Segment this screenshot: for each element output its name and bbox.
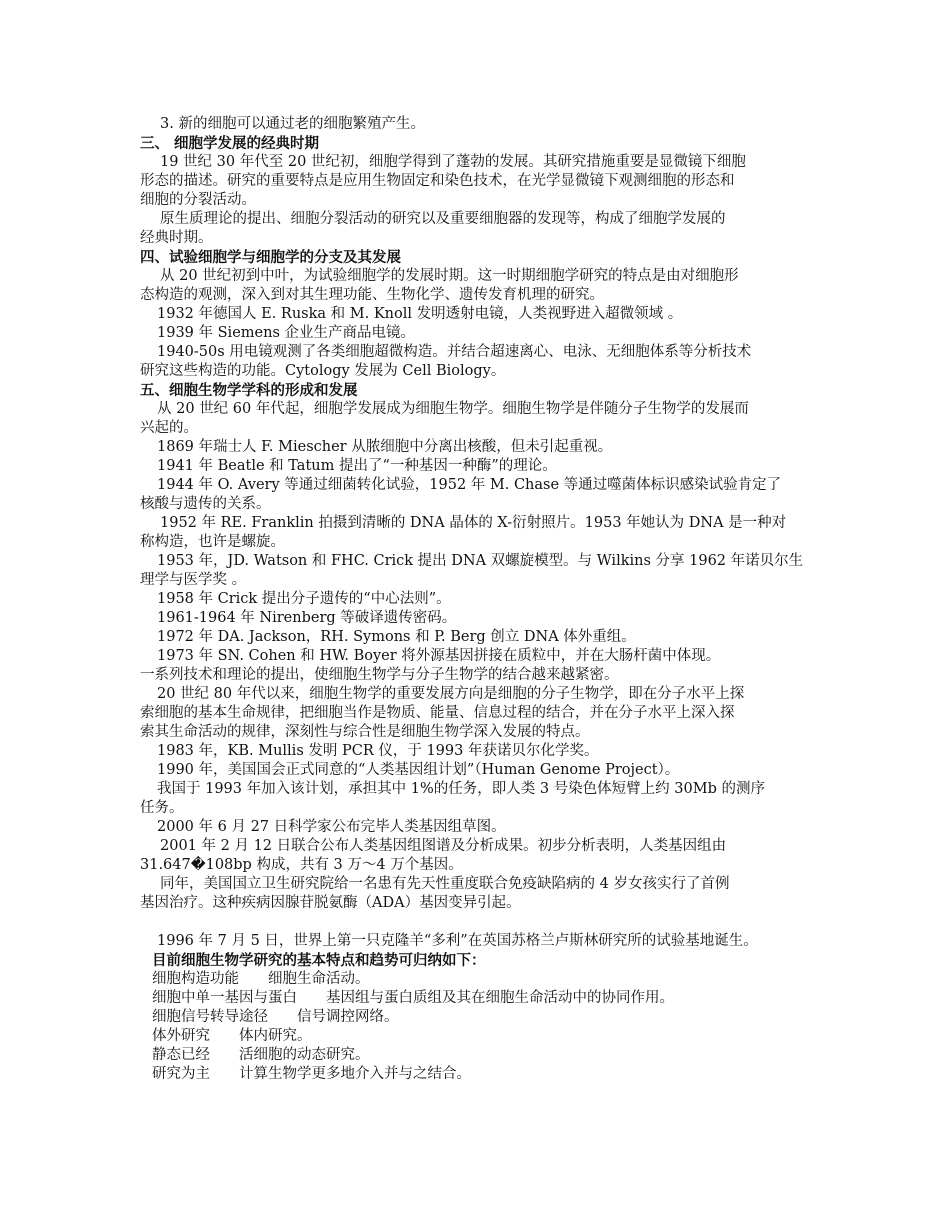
text-line: 1958 年 Crick 提出分子遗传的“中心法则”。 bbox=[157, 591, 451, 607]
text-line: 同年，美国国立卫生研究院给一名患有先天性重度联合免疫缺陷病的 4 岁女孩实行了首例 bbox=[160, 876, 730, 892]
text-line: 索其生命活动的规律，深刻性与综合性是细胞生物学深入发展的特点。 bbox=[140, 724, 590, 740]
text-line: 原生质理论的提出、细胞分裂活动的研究以及重要细胞器的发现等，构成了细胞学发展的 bbox=[160, 211, 726, 227]
text-line: 1990 年，美国国会正式同意的“人类基因组计划”（Human Genome Project）。 bbox=[157, 762, 680, 778]
text-line: 态构造的观测，深入到对其生理功能、生物化学、遗传发育机理的研究。 bbox=[140, 287, 604, 303]
text-line: 细胞构造功能 细胞生命活动。 bbox=[152, 971, 370, 987]
text-line: 形态的描述。研究的重要特点是应用生物固定和染色技术，在光学显微镜下观测细胞的形态和 bbox=[140, 173, 735, 189]
text-line: 1939 年 Siemens 企业生产商品电镜。 bbox=[157, 325, 415, 341]
section-heading: 四、试验细胞学与细胞学的分支及其发展 bbox=[140, 249, 401, 266]
text-line: 从 20 世纪 60 年代起，细胞学发展成为细胞生物学。细胞生物学是伴随分子生物学的发展而 bbox=[157, 401, 749, 417]
text-line: 细胞的分裂活动。 bbox=[140, 192, 256, 208]
text-line: 1944 年 O. Avery 等通过细菌转化试验，1952 年 M. Chase 等通过噬菌体标识感染试验肯定了 bbox=[157, 477, 782, 493]
text-line: 1940-50s 用电镜观测了各类细胞超微构造。并结合超速离心、电泳、无细胞体系等分析技术 bbox=[157, 344, 752, 360]
text-line: 2000 年 6 月 27 日科学家公布完毕人类基因组草图。 bbox=[157, 819, 506, 835]
text-line: 1983 年，KB. Mullis 发明 PCR 仪，于 1993 年获诺贝尔化学奖。 bbox=[157, 743, 599, 759]
text-line: 31.647�108bp 构成，共有 3 万～4 万个基因。 bbox=[140, 857, 463, 873]
section-heading: 目前细胞生物学研究的基本特点和趋势可归纳如下： bbox=[152, 952, 486, 969]
text-line: 体外研究 体内研究。 bbox=[152, 1028, 312, 1044]
text-line: 经典时期。 bbox=[140, 230, 213, 246]
text-line: 1941 年 Beatle 和 Tatum 提出了“一种基因一种酶”的理论。 bbox=[157, 458, 557, 474]
text-line: 基因治疗。这种疾病因腺苷脱氨酶（ADA）基因变异引起。 bbox=[140, 895, 521, 911]
text-line: 1932 年德国人 E. Ruska 和 M. Knoll 发明透射电镜，人类视野进入超微领域 。 bbox=[157, 306, 683, 322]
text-line: 1973 年 SN. Cohen 和 HW. Boyer 将外源基因拼接在质粒中，并在大肠杆菌中体现。 bbox=[157, 648, 721, 664]
text-line: 19 世纪 30 年代至 20 世纪初，细胞学得到了蓬勃的发展。其研究措施重要是显微镜下细胞 bbox=[160, 154, 746, 170]
text-line: 1972 年 DA. Jackson，RH. Symons 和 P. Berg 创立 DNA 体外重组。 bbox=[157, 629, 636, 645]
text-line: 兴起的。 bbox=[140, 420, 198, 436]
text-line: 20 世纪 80 年代以来，细胞生物学的重要发展方向是细胞的分子生物学，即在分子水平上探 bbox=[157, 686, 745, 702]
text-line: 1996 年 7 月 5 日，世界上第一只克隆羊“多利”在英国苏格兰卢斯林研究所的试验基地诞生。 bbox=[157, 933, 758, 949]
text-line: 1952 年 RE. Franklin 拍摄到清晰的 DNA 晶体的 X-衍射照片。1953 年她认为 DNA 是一种对 bbox=[160, 515, 787, 531]
text-line: 细胞信号转导途径 信号调控网络。 bbox=[152, 1009, 399, 1025]
text-line: 静态已经 活细胞的动态研究。 bbox=[152, 1047, 370, 1063]
text-line: 2001 年 2 月 12 日联合公布人类基因组图谱及分析成果。初步分析表明，人类基因组由 bbox=[160, 838, 727, 854]
text-line: 索细胞的基本生命规律，把细胞当作是物质、能量、信息过程的结合，并在分子水平上深入探 bbox=[140, 705, 735, 721]
text-line: 从 20 世纪初到中叶，为试验细胞学的发展时期。这一时期细胞学研究的特点是由对细胞形 bbox=[160, 268, 739, 284]
text-line: 核酸与遗传的关系。 bbox=[140, 496, 271, 512]
text-line: 研究这些构造的功能。Cytology 发展为 Cell Biology。 bbox=[140, 363, 506, 379]
text-line: 细胞中单一基因与蛋白 基因组与蛋白质组及其在细胞生命活动中的协同作用。 bbox=[152, 990, 674, 1006]
text-line: 1953 年，JD. Watson 和 FHC. Crick 提出 DNA 双螺旋模型。与 Wilkins 分享 1962 年诺贝尔生 bbox=[157, 553, 804, 569]
text-line: 1869 年瑞士人 F. Miescher 从脓细胞中分离出核酸，但未引起重视。 bbox=[157, 439, 613, 455]
text-line: 我国于 1993 年加入该计划，承担其中 1%的任务，即人类 3 号染色体短臂上约 30Mb 的测序 bbox=[157, 781, 765, 797]
text-line: 任务。 bbox=[140, 800, 184, 816]
section-heading: 五、细胞生物学学科的形成和发展 bbox=[140, 382, 358, 399]
text-line: 一系列技术和理论的提出，使细胞生物学与分子生物学的结合越来越紧密。 bbox=[140, 667, 619, 683]
text-line: 理学与医学奖 。 bbox=[140, 572, 247, 588]
text-line: 1961-1964 年 Nirenberg 等破译遗传密码。 bbox=[157, 610, 457, 626]
text-line: 称构造，也许是螺旋。 bbox=[140, 534, 285, 550]
section-heading: 三、 细胞学发展的经典时期 bbox=[140, 135, 320, 152]
text-line: 研究为主 计算生物学更多地介入并与之结合。 bbox=[152, 1066, 471, 1082]
text-line: 3. 新的细胞可以通过老的细胞繁殖产生。 bbox=[160, 116, 425, 132]
